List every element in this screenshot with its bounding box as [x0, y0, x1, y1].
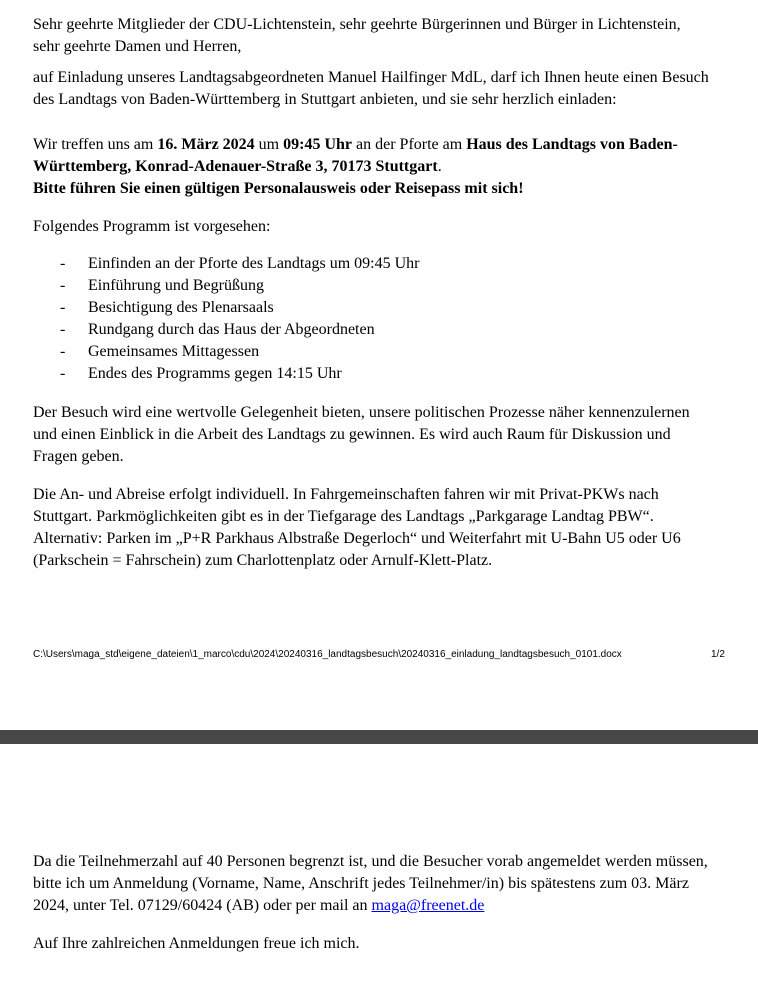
registration-paragraph [33, 851, 745, 917]
meeting-text-2: um [254, 136, 284, 153]
visit-line-1: Der Besuch wird eine wertvolle Gelegenheit bieten, unsere politischen Prozesse näher kennenzulernen [33, 404, 690, 421]
bullet-dash: - [60, 277, 66, 294]
program-item [60, 253, 419, 275]
document-page-2 [0, 744, 758, 984]
registration-line-3: 2024, unter Tel. 07129/60424 (AB) oder per mail an [33, 897, 372, 914]
program-item-label: Einführung und Begrüßung [88, 277, 264, 294]
bullet-dash: - [60, 299, 66, 316]
bullet-dash: - [60, 255, 66, 272]
bullet-dash: - [60, 343, 66, 360]
meeting-text-4: . [437, 158, 442, 175]
travel-line-2: Stuttgart. Parkmöglichkeiten gibt es in der Tiefgarage des Landtags „Parkgarage Landtag PBW“. [33, 508, 654, 525]
meeting-paragraph [33, 134, 745, 200]
page-separator [0, 730, 758, 744]
program-item-label: Besichtigung des Plenarsaals [88, 299, 274, 316]
meeting-place-line-1: Haus des Landtags von Baden- [466, 136, 678, 153]
meeting-text-1: Wir treffen uns am [33, 136, 158, 153]
travel-paragraph [33, 484, 745, 572]
salutation-line-2: sehr geehrte Damen und Herren, [33, 38, 242, 55]
program-item-label: Gemeinsames Mittagessen [88, 343, 260, 360]
meeting-time: 09:45 Uhr [283, 136, 353, 153]
visit-paragraph [33, 402, 745, 468]
meeting-text-3: an der Pforte am [352, 136, 467, 153]
travel-line-3: Alternativ: Parken im „P+R Parkhaus Albstraße Degerloch“ und Weiterfahrt mit U-Bahn U5 oder U6 [33, 530, 681, 547]
email-link[interactable]: maga@freenet.de [371, 897, 485, 914]
registration-line-1: Da die Teilnehmerzahl auf 40 Personen begrenzt ist, und die Besucher vorab angemeldet werden müssen, [33, 853, 708, 870]
footer-page-number: 1/2 [711, 649, 725, 660]
program-item [60, 341, 419, 363]
footer-file-path: C:\Users\maga_std\eigene_dateien\1_marco\cdu\2024\20240316_landtagsbesuch\20240316_einladung_landtagsbesuch_0101.docx [33, 649, 622, 660]
program-item [60, 319, 419, 341]
bullet-dash: - [60, 365, 66, 382]
id-note: Bitte führen Sie einen gültigen Personalausweis oder Reisepass mit sich! [33, 180, 524, 197]
visit-line-3: Fragen geben. [33, 448, 124, 465]
program-item [60, 275, 419, 297]
program-item-label: Einfinden an der Pforte des Landtags um 09:45 Uhr [88, 255, 420, 272]
program-list [60, 253, 419, 385]
bullet-dash: - [60, 321, 66, 338]
program-item [60, 363, 419, 385]
meeting-place-line-2: Württemberg, Konrad-Adenauer-Straße 3, 70173 Stuttgart [33, 158, 438, 175]
registration-line-2: bitte ich um Anmeldung (Vorname, Name, Anschrift jedes Teilnehmer/in) bis spätestens zum 03. März [33, 875, 689, 892]
invitation-line-2: des Landtags von Baden-Württemberg in Stuttgart anbieten, und sie sehr herzlich einladen: [33, 91, 617, 108]
salutation-paragraph [33, 14, 745, 58]
travel-line-1: Die An- und Abreise erfolgt individuell. In Fahrgemeinschaften fahren wir mit Privat-PKWs nach [33, 486, 659, 503]
program-item-label: Rundgang durch das Haus der Abgeordneten [88, 321, 375, 338]
program-item [60, 297, 419, 319]
invitation-paragraph [33, 67, 745, 111]
closing-line: Auf Ihre zahlreichen Anmeldungen freue ich mich. [33, 935, 360, 952]
invitation-line-1: auf Einladung unseres Landtagsabgeordneten Manuel Hailfinger MdL, darf ich Ihnen heute einen Besuch [33, 69, 709, 86]
visit-line-2: und einen Einblick in die Arbeit des Landtags zu gewinnen. Es wird auch Raum für Diskussion und [33, 426, 671, 443]
program-intro: Folgendes Programm ist vorgesehen: [33, 218, 271, 235]
program-item-label: Endes des Programms gegen 14:15 Uhr [88, 365, 342, 382]
meeting-date: 16. März 2024 [157, 136, 255, 153]
travel-line-4: (Parkschein = Fahrschein) zum Charlottenplatz oder Arnulf-Klett-Platz. [33, 552, 493, 569]
salutation-line-1: Sehr geehrte Mitglieder der CDU-Lichtenstein, sehr geehrte Bürgerinnen und Bürger in Lichtenstein, [33, 16, 681, 33]
